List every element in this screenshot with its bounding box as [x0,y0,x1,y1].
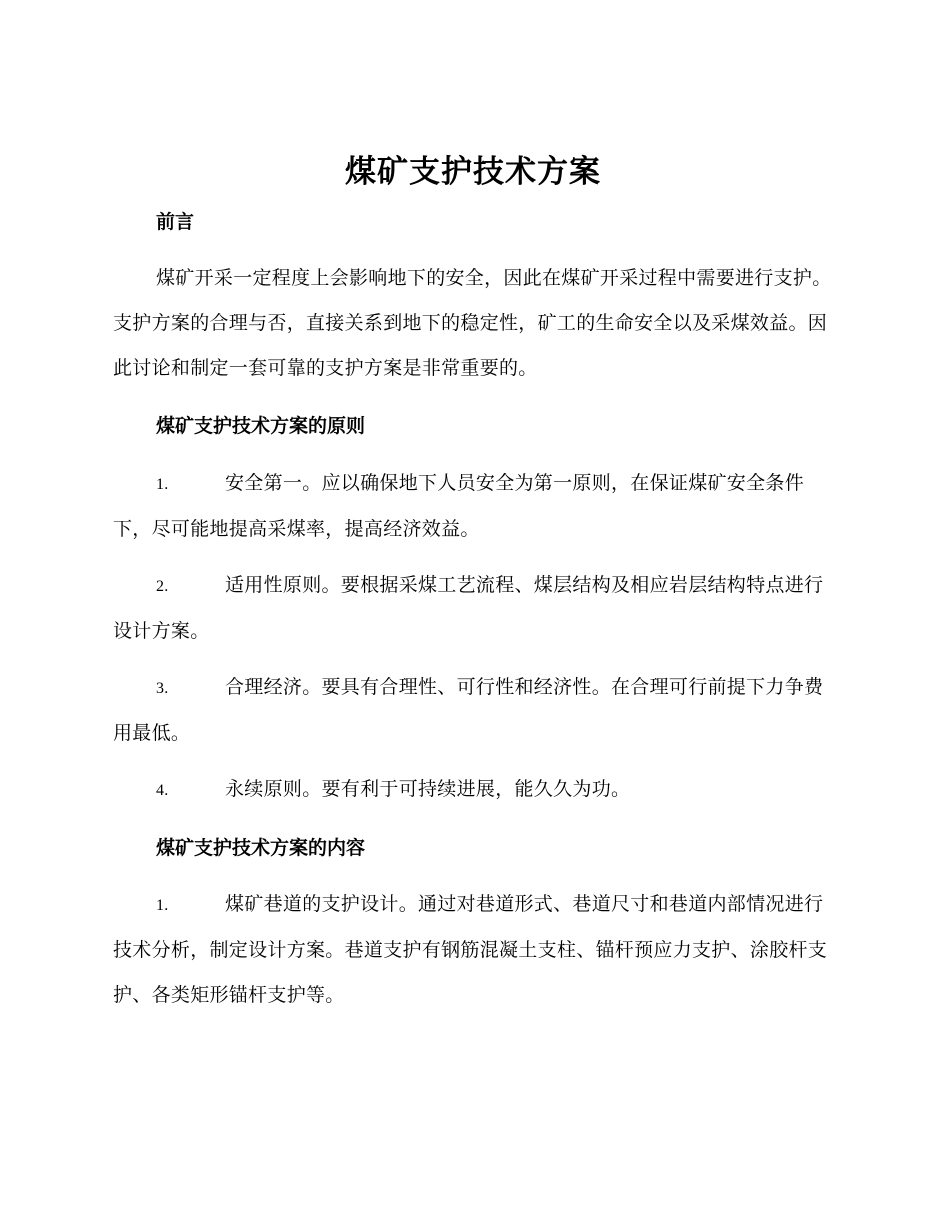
list-item-number: 1. [156,897,169,914]
list-item [113,461,833,552]
list-item-text: 永续原则。要有利于可持续进展，能久久为功。 [225,778,631,800]
section-heading-principles: 煤矿支护技术方案的原则 [156,415,366,437]
list-item [113,563,833,654]
list-item-number: 3. [156,680,169,697]
list-item-text: 合理经济。要具有合理性、可行性和经济性。在合理可行前提下力争费用最低。 [113,676,824,744]
section-heading-preface: 前言 [156,211,195,233]
document-title: 煤矿支护技术方案 [345,154,601,190]
list-item-text: 安全第一。应以确保地下人员安全为第一原则，在保证煤矿安全条件下，尽可能地提高采煤率，提高经济效益。 [113,472,805,540]
section-heading-contents: 煤矿支护技术方案的内容 [156,837,366,859]
list-item-text: 适用性原则。要根据采煤工艺流程、煤层结构及相应岩层结构特点进行设计方案。 [113,574,824,642]
preface-paragraph: 煤矿开采一定程度上会影响地下的安全，因此在煤矿开采过程中需要进行支护。支护方案的合理与否，直接关系到地下的稳定性，矿工的生命安全以及采煤效益。因此讨论和制定一套可靠的支护方案是非常重要的。 [113,267,832,379]
list-item-number: 1. [156,476,169,493]
list-item [113,767,833,813]
list-item [113,665,833,756]
list-item [113,882,833,1018]
list-item-text: 煤矿巷道的支护设计。通过对巷道形式、巷道尺寸和巷道内部情况进行技术分析，制定设计方案。巷道支护有钢筋混凝土支柱、锚杆预应力支护、涂胶杆支护、各类矩形锚杆支护等。 [113,893,828,1006]
list-item-number: 4. [156,782,169,799]
list-item-number: 2. [156,578,169,595]
